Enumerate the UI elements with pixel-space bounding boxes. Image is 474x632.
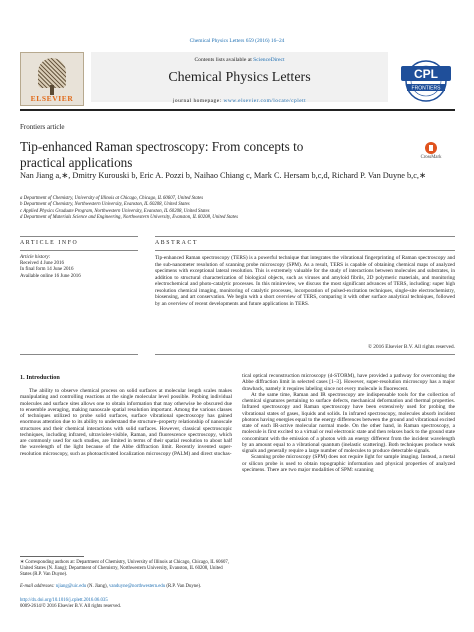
received-date: Received 4 June 2016 bbox=[20, 261, 65, 267]
email-link[interactable]: njiang@uic.edu bbox=[55, 584, 87, 589]
journal-cover-logo bbox=[397, 55, 455, 103]
homepage-link[interactable]: www.elsevier.com/locate/cplett bbox=[223, 98, 307, 104]
footer-identifiers bbox=[20, 598, 232, 610]
affiliation-item: b Department of Chemistry, Northwestern University, Evanston, IL 60208, United States bbox=[20, 202, 190, 208]
tree-icon bbox=[38, 58, 66, 88]
cover-tag: FRONTIERS bbox=[411, 85, 441, 92]
section-heading: 1. Introduction bbox=[20, 374, 60, 381]
final-form-date: In final form 14 June 2016 bbox=[20, 267, 74, 273]
paragraph: Scanning probe microscopy (SPM) does not require light for sample imaging. Instead, a metal or silicon probe is used to obtain topographic information and physical properties of analyzed specimens. There are two major modalities of SPM: scanning bbox=[242, 454, 455, 473]
divider bbox=[20, 236, 138, 237]
paragraph: tical optical reconstruction microscopy (d-STORM), have provided a pathway for overcoming the Abbe diffraction limit in selected cases [1–3]. However, super-resolution microscopy has a major drawback, namely it requires labeling since not every molecule is fluorescent. bbox=[242, 373, 455, 392]
journal-title: Chemical Physics Letters bbox=[168, 70, 311, 85]
divider bbox=[20, 250, 138, 251]
author-list: Nan Jiang a,∗, Dmitry Kurouski b, Eric A. Pozzi b, Naihao Chiang c, Mark C. Hersam b,c,d, Richard P. Van Duyne b,c,∗ bbox=[20, 171, 426, 180]
contents-line bbox=[91, 57, 388, 63]
paper-title: Tip-enhanced Raman spectroscopy: From concepts to practical applications bbox=[20, 139, 304, 170]
affiliation-item: c Applied Physics Graduate Program, Northwestern University, Evanston, IL 60208, United States bbox=[20, 208, 210, 214]
header-divider bbox=[20, 109, 455, 111]
homepage-prefix: journal homepage: bbox=[172, 98, 224, 104]
paragraph: The ability to observe chemical process on solid surfaces at molecular length scales makes manipulating and controlling reactions at the single molecular level possible. Probing individual molecules and surface sites allows one to obtain information that may otherwise be obscured due to ensemble averaging, making nanoscale spatial resolution important. Among the various classes of techniques utilized to probe solid surfaces, surface vibrational spectroscopy has gained enormous attention due to its ability to understand the structure–property relationship of nanoscale structures and their chemical interactions with solid surfaces. However, classical spectroscopic techniques, including infrared, ultraviolet-visible, Raman, and fluorescence spectroscopy, which are commonly used for such studies, are limited in terms of their spatial resolution to about half the wavelength of the light because of the Abbe diffraction limit. Recently invented super-resolution microscopy, such as photoactivated localization microscopy (PALM) and direct stochas- bbox=[20, 388, 232, 457]
cover-initials: CPL bbox=[414, 67, 438, 81]
email-label: E-mail addresses: bbox=[20, 584, 56, 589]
corresponding-author-footnote: ∗ Corresponding authors at: Department of Chemistry, University of Illinois at Chicago, Chicago, IL 60607, United States (N. Jiang); Department of Chemistry, Northwestern University, Evanston, IL 60208, United States (R.P. Van Duyne). bbox=[20, 560, 229, 577]
divider bbox=[155, 354, 455, 355]
email-footnote bbox=[20, 584, 232, 590]
available-online-date: Available online 16 June 2016 bbox=[20, 273, 81, 279]
article-type: Frontiers article bbox=[20, 123, 65, 131]
journal-reference[interactable]: Chemical Physics Letters 659 (2016) 16–24 bbox=[189, 38, 285, 44]
footnote-divider bbox=[20, 556, 84, 557]
publisher-name: ELSEVIER bbox=[30, 94, 74, 103]
abstract-heading: ABSTRACT bbox=[155, 240, 199, 246]
body-column-left bbox=[20, 388, 232, 457]
divider bbox=[155, 250, 455, 251]
email-owner: (N. Jiang), bbox=[86, 584, 109, 589]
issn-line: 0009-2614/© 2016 Elsevier B.V. All rights reserved. bbox=[20, 603, 121, 609]
sciencedirect-link[interactable]: ScienceDirect bbox=[253, 57, 285, 63]
affiliation-item: d Department of Materials Science and Engineering, Northwestern University, Evanston, IL 60208, United States bbox=[20, 214, 239, 220]
body-column-right bbox=[242, 373, 455, 473]
crossmark-icon[interactable] bbox=[425, 142, 437, 154]
crossmark-label: CrossMark bbox=[420, 155, 442, 160]
article-history bbox=[20, 255, 140, 280]
article-info-heading: ARTICLE INFO bbox=[20, 240, 79, 246]
affiliations bbox=[20, 196, 460, 221]
elsevier-logo bbox=[20, 52, 84, 106]
abstract-body: Tip-enhanced Raman spectroscopy (TERS) is a powerful technique that integrates the vibrational fingerprinting of Raman spectroscopy and the sub-nanometer resolution of scanning probe microscopy (SPM). As a result, TERS is capable of obtaining chemical maps of analyzed specimens with exceptional lateral resolution. This is extremely valuable for the study of interactions between molecules and substrates, in addition to structural characterization of biological objects, such as viruses and amyloid fibrils, 2D polymeric materials, and monitoring electrochemical and photo-catalytic processes. In this minireview, we discuss the most significant advances of TERS, including: super high resolution chemical imaging, monitoring of catalytic processes, incorporation of pulsed-excitation techniques, single-site electrochemistry, biosensing, and art conservation. We begin with a short overview of TERS, comparing it with other surface analytical techniques, followed by an overview of recent developments and future applications in TERS. bbox=[155, 255, 455, 307]
contents-prefix: Contents lists available at bbox=[194, 57, 254, 63]
doi-link[interactable]: http://dx.doi.org/10.1016/j.cplett.2016.06.035 bbox=[20, 598, 108, 603]
crossmark-badge[interactable] bbox=[404, 142, 458, 160]
history-label: Article history: bbox=[20, 255, 51, 260]
paragraph: At the same time, Raman and IR spectroscopy are indispensable tools for the collection of chemical signatures pertaining to surface defects, mechanical deformation and thermal properties. Infrared spectroscopy and Raman spectroscopy have been extensively used for probing the vibrational states of gases, liquids and solids. In infrared spectroscopy, molecules absorb incident photons having energies equal to the energy differences between the ground and vibrational excited state of each IR-active molecular normal mode. On the other hand, in Raman spectroscopy, a molecule is first excited to a virtual or real electronic state and then relaxes back to the ground state concomitant with the emission of a photon with an energy different from the incident wavelength by an amount equal to a vibrational quantum (inelastic scattering). Both techniques produce weak signals and generally require a large number of molecules to produce detectable signals. bbox=[242, 391, 455, 454]
divider bbox=[20, 354, 138, 355]
email-owner: (R.P. Van Duyne). bbox=[165, 584, 202, 589]
divider bbox=[155, 236, 455, 237]
affiliation-item: a Department of Chemistry, University of Illinois at Chicago, Chicago, IL 60607, United States bbox=[20, 196, 204, 201]
journal-homepage bbox=[91, 98, 388, 104]
email-link[interactable]: vanduyne@northwestern.edu bbox=[108, 584, 166, 589]
copyright-notice: © 2016 Elsevier B.V. All rights reserved. bbox=[367, 344, 455, 350]
